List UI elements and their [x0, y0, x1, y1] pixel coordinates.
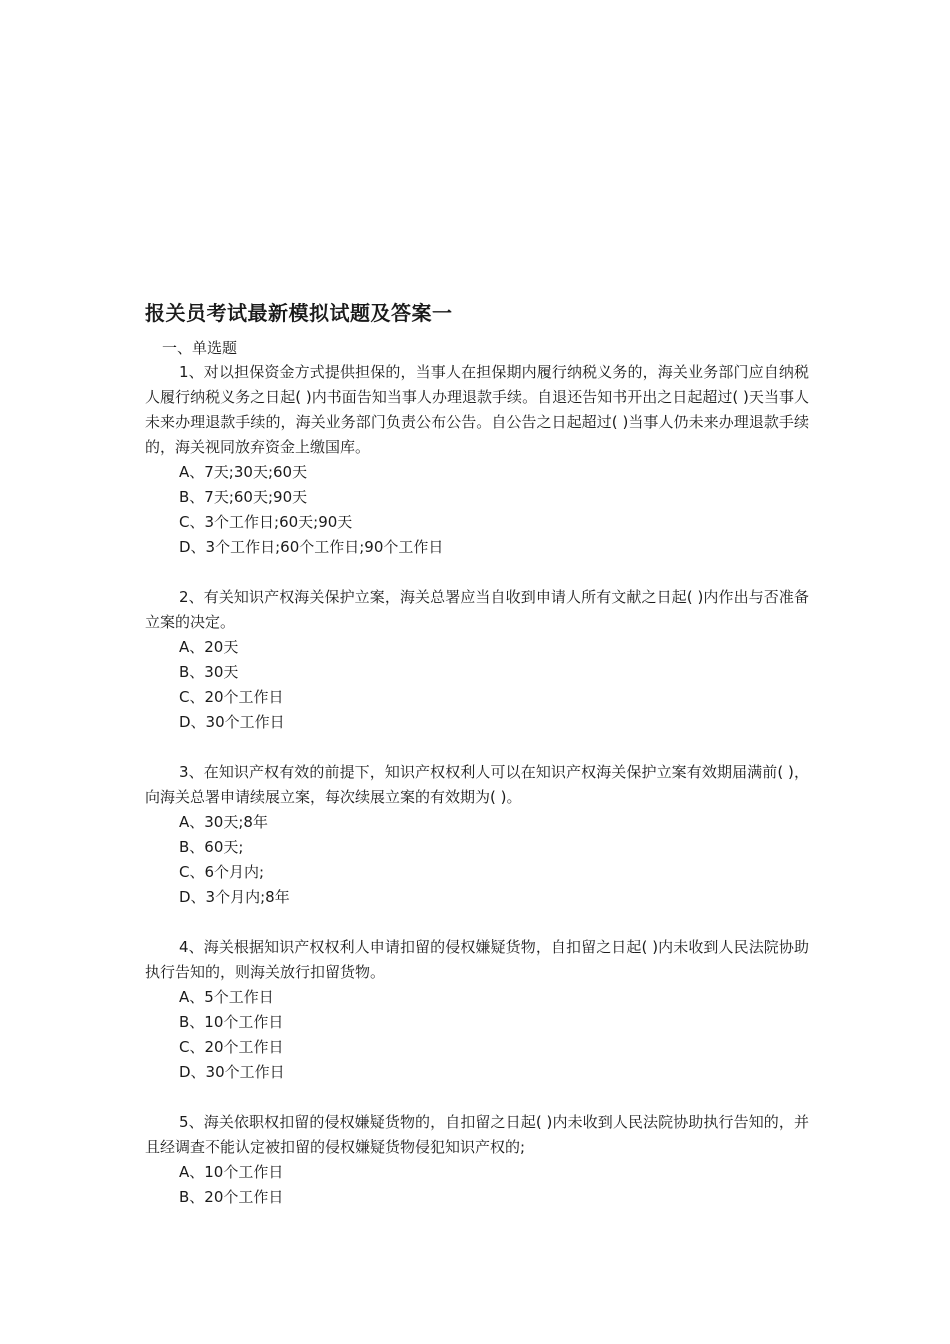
- option-c: C、20个工作日: [179, 1038, 284, 1056]
- question-2: [145, 585, 809, 735]
- option-d: D、30个工作日: [179, 1063, 285, 1081]
- spacer: [145, 735, 809, 760]
- question-stem: 2、有关知识产权海关保护立案，海关总署应当自收到申请人所有文献之日起( )内作出与否准备立案的决定。: [145, 588, 809, 631]
- option-b: B、60天;: [179, 838, 244, 856]
- option-b: B、7天;60天;90天: [179, 488, 308, 506]
- question-5: [145, 1110, 809, 1210]
- option-b: B、30天: [179, 663, 239, 681]
- section-heading: 一、单选题: [162, 339, 238, 357]
- spacer: [145, 910, 809, 935]
- option-a: A、30天;8年: [179, 813, 268, 831]
- document-title: 报关员考试最新模拟试题及答案一: [145, 301, 453, 325]
- question-4: [145, 935, 809, 1085]
- question-stem: 4、海关根据知识产权权利人申请扣留的侵权嫌疑货物，自扣留之日起( )内未收到人民法院协助执行告知的，则海关放行扣留货物。: [145, 938, 809, 981]
- question-3: [145, 760, 809, 910]
- question-stem: 5、海关依职权扣留的侵权嫌疑货物的，自扣留之日起( )内未收到人民法院协助执行告知的，并且经调查不能认定被扣留的侵权嫌疑货物侵犯知识产权的;: [145, 1113, 809, 1156]
- option-a: A、5个工作日: [179, 988, 274, 1006]
- question-stem: 1、对以担保资金方式提供担保的，当事人在担保期内履行纳税义务的，海关业务部门应自纳税人履行纳税义务之日起( )内书面告知当事人办理退款手续。自退还告知书开出之日起超过( )天当事人未来办理退款手续的，海关业务部门负责公布公告。自公告之日起超过( )当事人仍未来办理退款手续的，海关视同放弃资金上缴国库。: [145, 363, 809, 456]
- question-1: [145, 360, 809, 560]
- option-b: B、20个工作日: [179, 1188, 284, 1206]
- option-c: C、20个工作日: [179, 688, 284, 706]
- option-d: D、30个工作日: [179, 713, 285, 731]
- question-stem: 3、在知识产权有效的前提下，知识产权权利人可以在知识产权海关保护立案有效期届满前( )，向海关总署申请续展立案，每次续展立案的有效期为( )。: [145, 763, 809, 806]
- option-d: D、3个月内;8年: [179, 888, 290, 906]
- option-c: C、3个工作日;60天;90天: [179, 513, 353, 531]
- spacer: [145, 1085, 809, 1110]
- option-b: B、10个工作日: [179, 1013, 284, 1031]
- option-d: D、3个工作日;60个工作日;90个工作日: [179, 538, 444, 556]
- spacer: [145, 560, 809, 585]
- option-a: A、20天: [179, 638, 239, 656]
- option-c: C、6个月内;: [179, 863, 265, 881]
- option-a: A、7天;30天;60天: [179, 463, 308, 481]
- option-a: A、10个工作日: [179, 1163, 284, 1181]
- document-page: [145, 298, 809, 1210]
